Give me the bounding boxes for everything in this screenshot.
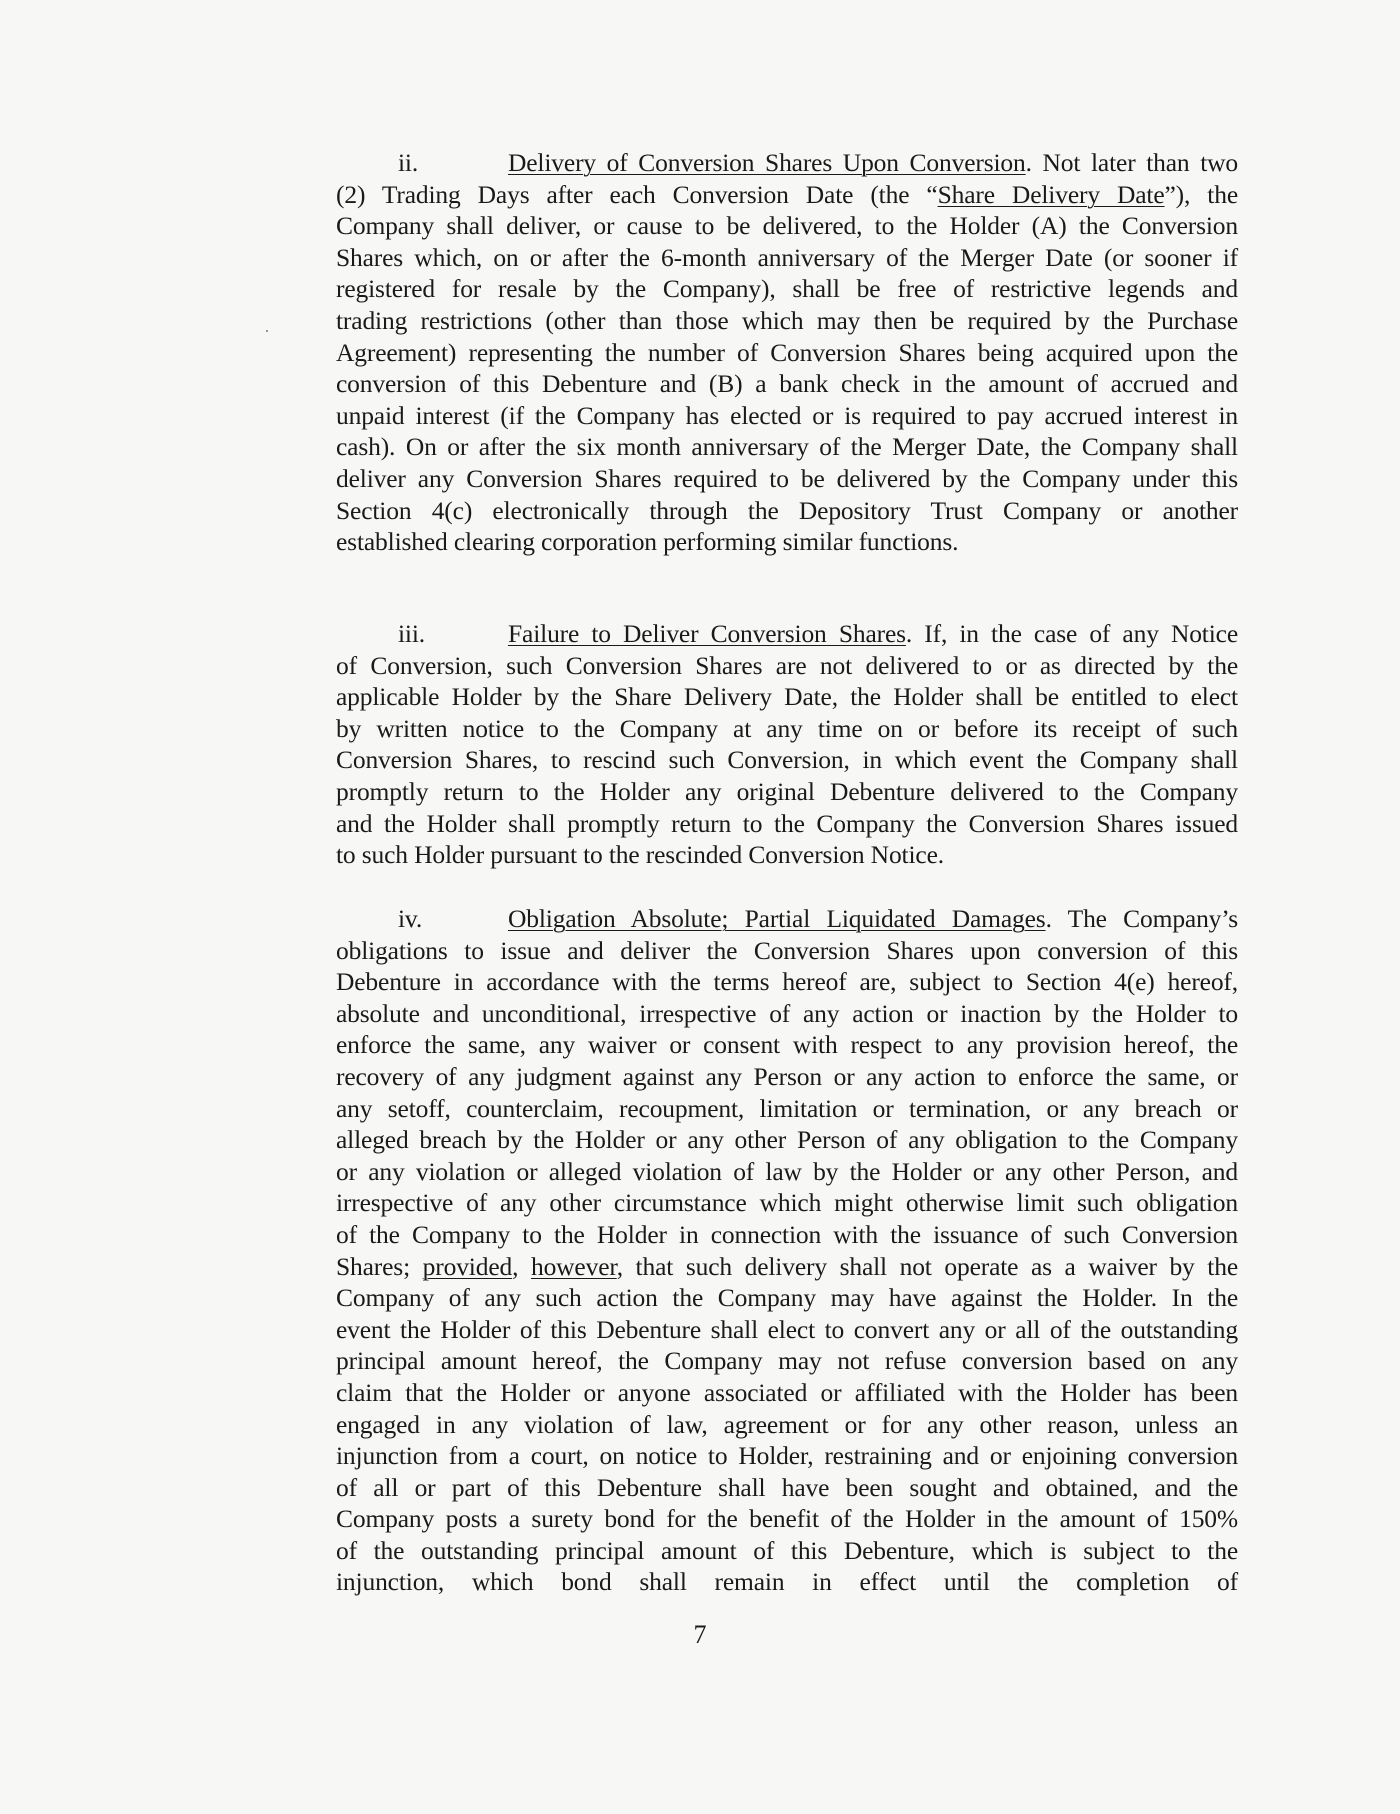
- section-line: trading restrictions (other than those which may then be required by the Purchase: [336, 305, 1238, 335]
- section-line: claim that the Holder or anyone associated or affiliated with the Holder has been: [336, 1377, 1238, 1407]
- section-line: event the Holder of this Debenture shall elect to convert any or all of the outstanding: [336, 1314, 1238, 1344]
- section-line: deliver any Conversion Shares required to be delivered by the Company under this: [336, 463, 1238, 493]
- section-line: Shares; provided, however, that such delivery shall not operate as a waiver by the: [336, 1251, 1238, 1281]
- section-line: Company of any such action the Company may have against the Holder. In the: [336, 1283, 1238, 1313]
- section-line: ii. Delivery of Conversion Shares Upon Conversion. Not later than two: [336, 147, 1238, 179]
- section-line: conversion of this Debenture and (B) a bank check in the amount of accrued and: [336, 369, 1238, 399]
- section-line: enforce the same, any waiver or consent with respect to any provision hereof, the: [336, 1030, 1238, 1060]
- page-number: 7: [693, 1620, 707, 1649]
- section-line: registered for resale by the Company), shall be free of restrictive legends and: [336, 274, 1238, 304]
- section-number: ii.: [398, 148, 419, 177]
- section-line: of all or part of this Debenture shall have been sought and obtained, and the: [336, 1472, 1238, 1502]
- section-line: iii. Failure to Deliver Conversion Shares. If, in the case of any Notice: [336, 618, 1238, 650]
- section-number: iv.: [398, 904, 423, 933]
- section-heading: Delivery of Conversion Shares Upon Conversion: [508, 148, 1026, 177]
- section-line: Company posts a surety bond for the benefit of the Holder in the amount of 150%: [336, 1504, 1238, 1534]
- section-ii: [336, 147, 1238, 558]
- however-term: however: [530, 1251, 617, 1281]
- scan-speck: [266, 330, 268, 332]
- section-line: injunction from a court, on notice to Holder, restraining and or enjoining conversion: [336, 1441, 1238, 1471]
- section-iv: [336, 903, 1238, 1598]
- section-line: established clearing corporation performing similar functions.: [336, 527, 959, 557]
- section-line: Section 4(c) electronically through the Depository Trust Company or another: [336, 495, 1238, 525]
- section-line: irrespective of any other circumstance which might otherwise limit such obligation: [336, 1188, 1238, 1218]
- section-line: absolute and unconditional, irrespective of any action or inaction by the Holder to: [336, 998, 1238, 1028]
- section-heading: Obligation Absolute; Partial Liquidated Damages: [508, 904, 1046, 933]
- section-line: of the Company to the Holder in connection with the issuance of such Conversion: [336, 1219, 1238, 1249]
- section-line: unpaid interest (if the Company has elected or is required to pay accrued interest in: [336, 400, 1238, 430]
- section-line: of Conversion, such Conversion Shares are not delivered to or as directed by the: [336, 650, 1238, 680]
- section-line: Shares which, on or after the 6-month anniversary of the Merger Date (or sooner if: [336, 242, 1238, 272]
- section-line: Debenture in accordance with the terms hereof are, subject to Section 4(e) hereof,: [336, 967, 1238, 997]
- section-line: engaged in any violation of law, agreement or for any other reason, unless an: [336, 1409, 1238, 1439]
- section-line: promptly return to the Holder any original Debenture delivered to the Company: [336, 776, 1238, 806]
- section-line: by written notice to the Company at any time on or before its receipt of such: [336, 713, 1238, 743]
- section-heading: Failure to Deliver Conversion Shares: [508, 619, 906, 648]
- section-line: injunction, which bond shall remain in effect until the completion of: [336, 1567, 1238, 1597]
- section-line: any setoff, counterclaim, recoupment, limitation or termination, or any breach or: [336, 1093, 1238, 1123]
- section-line: or any violation or alleged violation of law by the Holder or any other Person, and: [336, 1156, 1238, 1186]
- section-line: to such Holder pursuant to the rescinded Conversion Notice.: [336, 840, 944, 870]
- defined-term: Share Delivery Date: [937, 179, 1165, 209]
- section-line: obligations to issue and deliver the Conversion Shares upon conversion of this: [336, 935, 1238, 965]
- section-number: iii.: [398, 619, 426, 648]
- section-line: (2) Trading Days after each Conversion Date (the “Share Delivery Date”), the: [336, 179, 1238, 209]
- section-line: principal amount hereof, the Company may not refuse conversion based on any: [336, 1346, 1238, 1376]
- provided-term: provided: [422, 1251, 513, 1281]
- section-line: and the Holder shall promptly return to the Company the Conversion Shares issued: [336, 808, 1238, 838]
- section-line: recovery of any judgment against any Person or any action to enforce the same, or: [336, 1061, 1238, 1091]
- section-line: cash). On or after the six month anniversary of the Merger Date, the Company shall: [336, 432, 1238, 462]
- section-line: Company shall deliver, or cause to be delivered, to the Holder (A) the Conversion: [336, 211, 1238, 241]
- section-line: of the outstanding principal amount of this Debenture, which is subject to the: [336, 1535, 1238, 1565]
- section-line: Conversion Shares, to rescind such Conversion, in which event the Company shall: [336, 745, 1238, 775]
- section-line: Agreement) representing the number of Conversion Shares being acquired upon the: [336, 337, 1238, 367]
- section-line: applicable Holder by the Share Delivery Date, the Holder shall be entitled to elect: [336, 682, 1238, 712]
- section-line: iv. Obligation Absolute; Partial Liquidated Damages. The Company’s: [336, 903, 1238, 935]
- section-iii: [336, 618, 1238, 871]
- section-line: alleged breach by the Holder or any other Person of any obligation to the Company: [336, 1125, 1238, 1155]
